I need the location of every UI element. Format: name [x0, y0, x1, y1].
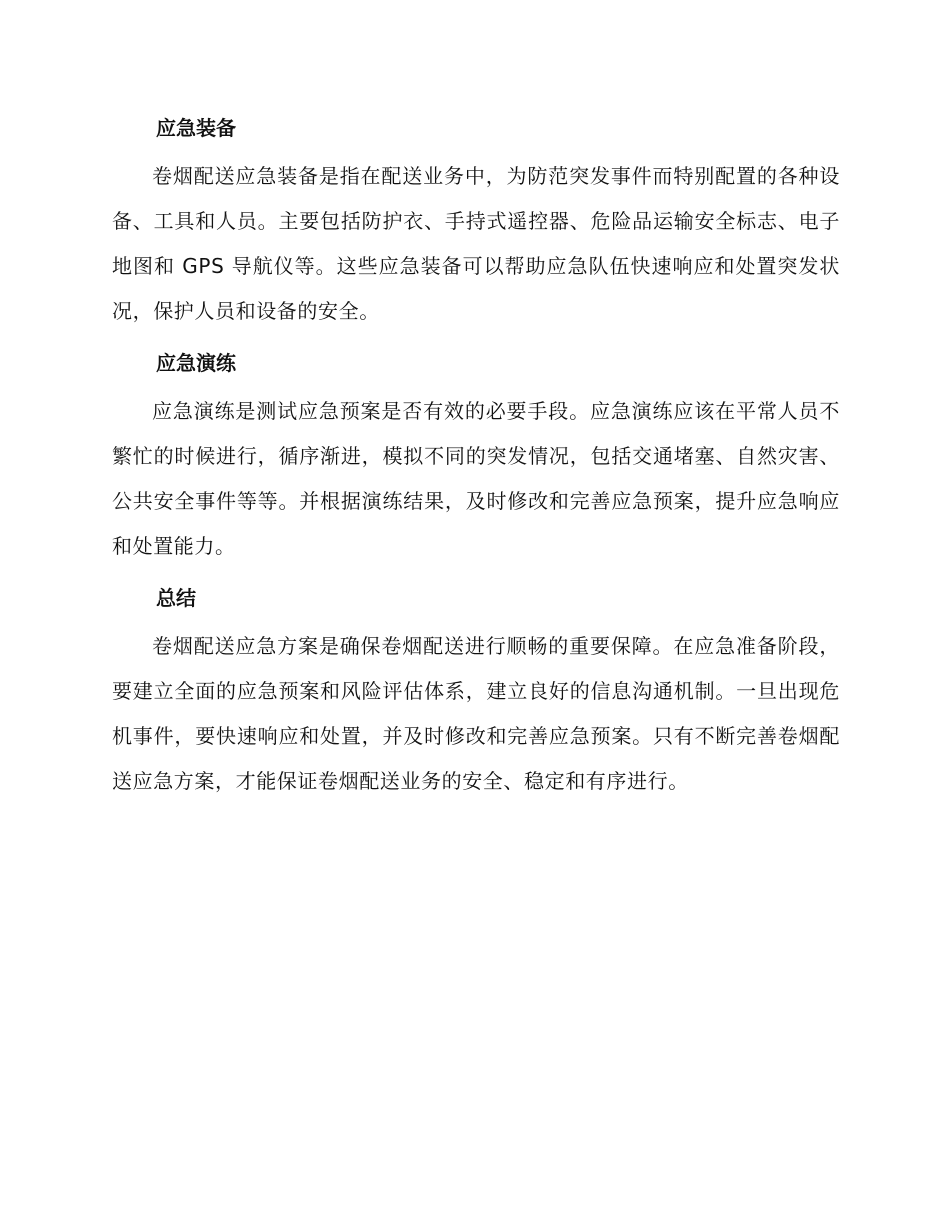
section-heading: 应急装备: [156, 116, 236, 140]
document-page: [112, 112, 840, 804]
section-emergency-equipment: [112, 112, 840, 334]
section-heading: 应急演练: [156, 351, 236, 375]
section-paragraph: 卷烟配送应急方案是确保卷烟配送进行顺畅的重要保障。在应急准备阶段，要建立全面的应急预案和风险评估体系，建立良好的信息沟通机制。一旦出现危机事件，要快速响应和处置，并及时修改和完善应急预案。只有不断完善卷烟配送应急方案，才能保证卷烟配送业务的安全、稳定和有序进行。: [112, 634, 840, 793]
section-emergency-drill: [112, 347, 840, 569]
section-paragraph: 应急演练是测试应急预案是否有效的必要手段。应急演练应该在平常人员不繁忙的时候进行，循序渐进，模拟不同的突发情况，包括交通堵塞、自然灾害、公共安全事件等等。并根据演练结果，及时修改和完善应急预案，提升应急响应和处置能力。: [112, 399, 840, 558]
section-summary: [112, 582, 840, 804]
section-heading: 总结: [156, 586, 196, 610]
section-paragraph: 卷烟配送应急装备是指在配送业务中，为防范突发事件而特别配置的各种设备、工具和人员。主要包括防护衣、手持式遥控器、危险品运输安全标志、电子地图和 GPS 导航仪等。这些应急装备可以帮助应急队伍快速响应和处置突发状况，保护人员和设备的安全。: [112, 164, 840, 323]
